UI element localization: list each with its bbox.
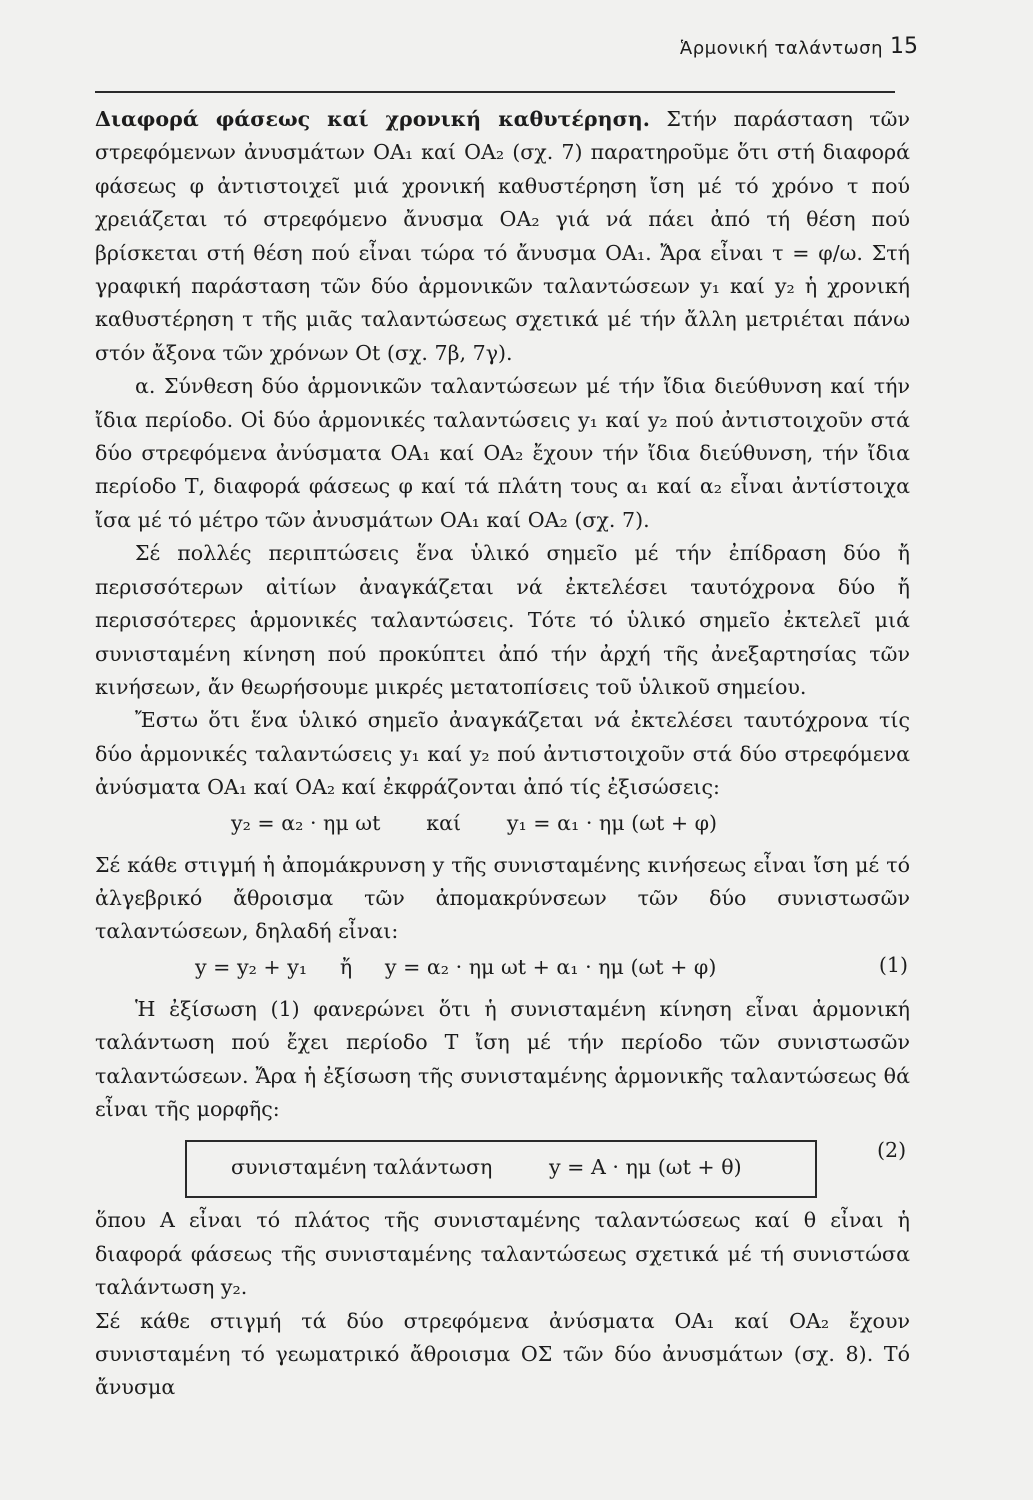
- paragraph-multiple-causes: Σέ πολλές περιπτώσεις ἕνα ὑλικό σημεῖο μέ τήν ἐπίδραση δύο ἤ περισσότερων αἰτίων ἀναγκάζεται νά ἐκτελέσει ταυτόχρονα δύο ἤ περισσότερες ἁρμονικές ταλαντώσεις. Τότε τό ὑλικό σημεῖο ἐκτελεῖ μιά συνισταμένη κίνηση πού προκύπτει ἀπό τήν ἀρχή τῆς ἀνεξαρτησίας τῶν κινήσεων, ἄν θεωρήσουμε μικρές μετατοπίσεις τοῦ ὑλικοῦ σημείου.: [95, 541, 910, 699]
- equation-number: (2): [877, 1138, 907, 1163]
- body-text: [95, 103, 910, 1405]
- paragraph-vectors: Σέ κάθε στιγμή τά δύο στρεφόμενα ἀνύσματα OA₁ καί OA₂ ἔχουν συνισταμένη τό γεωματρικό ἄθροισμα ΟΣ τῶν δύο ἀνυσμάτων (σχ. 8). Τό ἄνυσμα: [95, 1308, 910, 1400]
- paragraph-phase-difference: [95, 103, 910, 370]
- equation-text: y = y₂ + y₁ ἤ y = α₂ · ημ ωt + α₁ · ημ (ωt + φ): [195, 954, 717, 979]
- paragraph-text: Στήν παράσταση τῶν στρεφόμενων ἀνυσμάτων OA₁ καί OA₂ (σχ. 7) παρατηροῦμε ὅτι στή διαφορά φάσεως φ ἀντιστοιχεῖ μιά χρονική καθυστέρηση ἴση μέ τό χρόνο τ πού χρειάζεται τό στρεφόμενο ἄνυσμα OA₂ γιά νά πάει ἀπό τή θέση πού βρίσκεται στή θέση πού εἶναι τώρα τό ἄνυσμα OA₁. Ἄρα εἶναι τ = φ/ω. Στή γραφική παράσταση τῶν δύο ἁρμονικῶν ταλαντώσεων y₁ καί y₂ ἡ χρονική καθυστέρηση τ τῆς μιᾶς ταλαντώσεως σχετικά μέ τήν ἄλλη μετριέται πάνω στόν ἄξονα τῶν χρόνων Ot (σχ. 7β, 7γ).: [95, 107, 910, 365]
- paragraph-displacement: Σέ κάθε στιγμή ἡ ἀπομάκρυνση y τῆς συνισταμένης κινήσεως εἶναι ἴση μέ τό ἀλγεβρικό ἄθροισμα τῶν ἀπομακρύνσεων τῶν δύο συνιστωσῶν ταλαντώσεων, δηλαδή εἶναι:: [95, 852, 910, 944]
- header-rule: [95, 91, 895, 93]
- equation-1: [95, 951, 910, 991]
- running-title: Ἁρμονική ταλάντωση: [679, 38, 883, 59]
- box-label: συνισταμένη ταλάντωση: [231, 1155, 493, 1180]
- equation-text: y₂ = α₂ · ημ ωt καί y₁ = α₁ · ημ (ωt + φ): [231, 810, 718, 835]
- equation-number: (1): [878, 952, 908, 977]
- paragraph-where: ὅπου Α εἶναι τό πλάτος τῆς συνισταμένης ταλαντώσεως καί θ εἶναι ἡ διαφορά φάσεως τῆς συνισταμένης ταλαντώσεως σχετικά μέ τή συνιστώσα ταλάντωση y₂.: [95, 1208, 910, 1300]
- box-equation: y = A · ημ (ωt + θ): [549, 1155, 742, 1180]
- boxed-equation: [185, 1138, 907, 1198]
- page-number: 15: [890, 34, 918, 59]
- paragraph-composition: α. Σύνθεση δύο ἁρμονικῶν ταλαντώσεων μέ τήν ἴδια διεύθυνση καί τήν ἴδια περίοδο. Οἱ δύο ἁρμονικές ταλαντώσεις y₁ καί y₂ πού ἀντιστοιχοῦν στά δύο στρεφόμενα ἀνύσματα OA₁ καί OA₂ ἔχουν τήν ἴδια διεύθυνση, τήν ἴδια περίοδο Τ, διαφορά φάσεως φ καί τά πλάτη τους α₁ καί α₂ εἶναι ἀντίστοιχα ἴσα μέ τό μέτρο τῶν ἀνυσμάτων OA₁ καί OA₂ (σχ. 7).: [95, 374, 910, 532]
- equation-components: [95, 807, 910, 847]
- section-title: Διαφορά φάσεως καί χρονική καθυτέρηση.: [95, 107, 650, 131]
- paragraph-harmonic: Ἡ ἐξίσωση (1) φανερώνει ὅτι ἡ συνισταμένη κίνηση εἶναι ἁρμονική ταλάντωση πού ἔχει περίοδο Τ ἴση μέ τήν περίοδο τῶν συνιστωσῶν ταλαντώσεων. Ἄρα ἡ ἐξίσωση τῆς συνισταμένης ἁρμονικῆς ταλαντώσεως θά εἶναι τῆς μορφῆς:: [95, 996, 910, 1121]
- paragraph-let: Ἔστω ὅτι ἕνα ὑλικό σημεῖο ἀναγκάζεται νά ἐκτελέσει ταυτόχρονα τίς δύο ἁρμονικές ταλαντώσεις y₁ καί y₂ πού ἀντιστοιχοῦν στά δύο στρεφόμενα ἀνύσματα OA₁ καί OA₂ καί ἐκφράζονται ἀπό τίς ἐξισώσεις:: [95, 708, 910, 800]
